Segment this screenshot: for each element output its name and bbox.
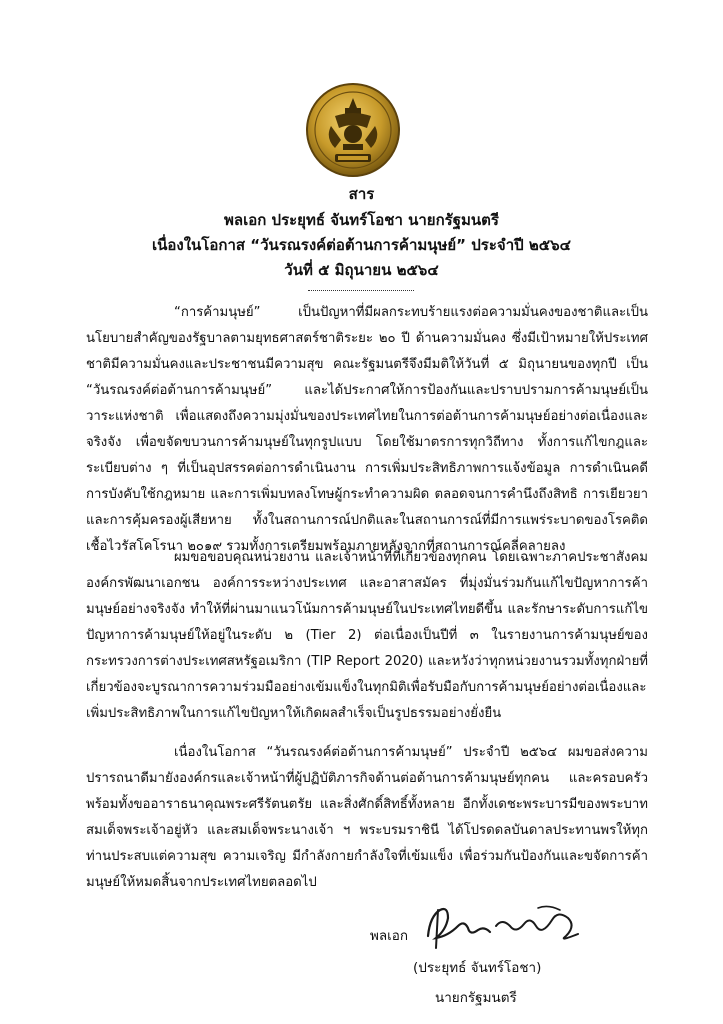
- paragraph-text: “การค้ามนุษย์” เป็นปัญหาที่มีผลกระทบร้ายแรงต่อความมั่นคงของชาติและเป็นนโยบายสำคัญของรัฐบาลตามยุทธศาสตร์ชาติระยะ ๒๐ ปี ด้านความมั่นคง ซึ่งมีเป้าหมายให้ประเทศชาติมีความมั่นคงและประชาชนมีความสุข คณะรัฐมนตรีจึงมีมติให้วันที่ ๕ มิถุนายนของทุกปี เป็น “วันรณรงค์ต่อต้านการค้ามนุษย์” และได้ประกาศให้การป้องกันและปราบปรามการค้ามนุษย์เป็นวาระแห่งชาติ เพื่อแสดงถึงความมุ่งมั่นของประเทศไทยในการต่อต้านการค้ามนุษย์อย่างต่อเนื่องและจริงจัง เพื่อขจัดขบวนการค้ามนุษย์ในทุกรูปแบบ โดยใช้มาตรการทุกวิถีทาง ทั้งการแก้ไขกฎและระเบียบต่าง ๆ ที่เป็นอุปสรรคต่อการดำเนินงาน การเพิ่มประสิทธิภาพการแจ้งข้อมูล การดำเนินคดี การบังคับใช้กฎหมาย และการเพิ่มบทลงโทษผู้กระทำความผิด ตลอดจนการคำนึงถึงสิทธิ การเยียวยาและการคุ้มครองผู้เสียหาย ทั้งในสถานการณ์ปกติและในสถานการณ์ที่มีการแพร่ระบาดของโรคติดเชื้อไวรัสโคโรนา ๒๐๑๙ รวมทั้งการเตรียมพร้อมภายหลังจากที่สถานการณ์คลี่คลายลง: [86, 305, 648, 554]
- body-paragraph-1: [86, 300, 648, 560]
- paragraph-text: ผมขอขอบคุณหน่วยงาน และเจ้าหน้าที่ที่เกี่ยวข้องทุกคน โดยเฉพาะภาคประชาสังคม องค์กรพัฒนาเอกชน องค์การระหว่างประเทศ และอาสาสมัคร ที่มุ่งมั่นร่วมกันแก้ไขปัญหาการค้ามนุษย์อย่างจริงจัง ทำให้ที่ผ่านมาแนวโน้มการค้ามนุษย์ในประเทศไทยดีขึ้น และรักษาระดับการแก้ไขปัญหาการค้ามนุษย์ให้อยู่ในระดับ ๒ (Tier 2) ต่อเนื่องเป็นปีที่ ๓ ในรายงานการค้ามนุษย์ของกระทรวงการต่างประเทศสหรัฐอเมริกา (TIP Report 2020) และหวังว่าทุกหน่วยงานรวมทั้งทุกฝ่ายที่เกี่ยวข้องจะบูรณาการความร่วมมืออย่างเข้มแข็งในทุกมิติเพื่อรับมือกับการค้ามนุษย์อย่างต่อเนื่องและเพิ่มประสิทธิภาพในการแก้ไขปัญหาให้เกิดผลสำเร็จเป็นรูปธรรมอย่างยั่งยืน: [86, 550, 648, 721]
- signature-title: นายกรัฐมนตรี: [435, 990, 517, 1006]
- body-paragraph-2: [86, 545, 648, 727]
- royal-seal-icon: [305, 82, 401, 178]
- letter-date: วันที่ ๕ มิถุนายน ๒๕๖๔: [284, 261, 439, 279]
- letter-occasion: เนื่องในโอกาส “วันรณรงค์ต่อต้านการค้ามนุษย์” ประจำปี ๒๕๖๔: [152, 236, 571, 254]
- signature-name: (ประยุทธ์ จันทร์โอชา): [413, 960, 542, 976]
- letter-author: พลเอก ประยุทธ์ จันทร์โอชา นายกรัฐมนตรี: [224, 211, 499, 229]
- dotted-divider: [308, 290, 414, 291]
- paragraph-text: เนื่องในโอกาส “วันรณรงค์ต่อต้านการค้ามนุษย์” ประจำปี ๒๕๖๔ ผมขอส่งความปรารถนาดีมายังองค์กรและเจ้าหน้าที่ผู้ปฏิบัติภารกิจด้านต่อต้านการค้ามนุษย์ทุกคน และครอบครัว พร้อมทั้งขออาราธนาคุณพระศรีรัตนตรัย และสิ่งศักดิ์สิทธิ์ทั้งหลาย อีกทั้งเดชะพระบารมีของพระบาทสมเด็จพระเจ้าอยู่หัว และสมเด็จพระนางเจ้า ฯ พระบรมราชินี ได้โปรดดลบันดาลประทานพรให้ทุกท่านประสบแต่ความสุข ความเจริญ มีกำลังกายกำลังใจที่เข้มแข็ง เพื่อร่วมกันป้องกันและขจัดการค้ามนุษย์ให้หมดสิ้นจากประเทศไทยตลอดไป: [86, 745, 648, 890]
- letter-heading: สาร: [348, 185, 375, 203]
- signature-rank: พลเอก: [370, 928, 409, 944]
- body-paragraph-3: [86, 740, 648, 896]
- handwritten-signature-icon: [418, 896, 588, 956]
